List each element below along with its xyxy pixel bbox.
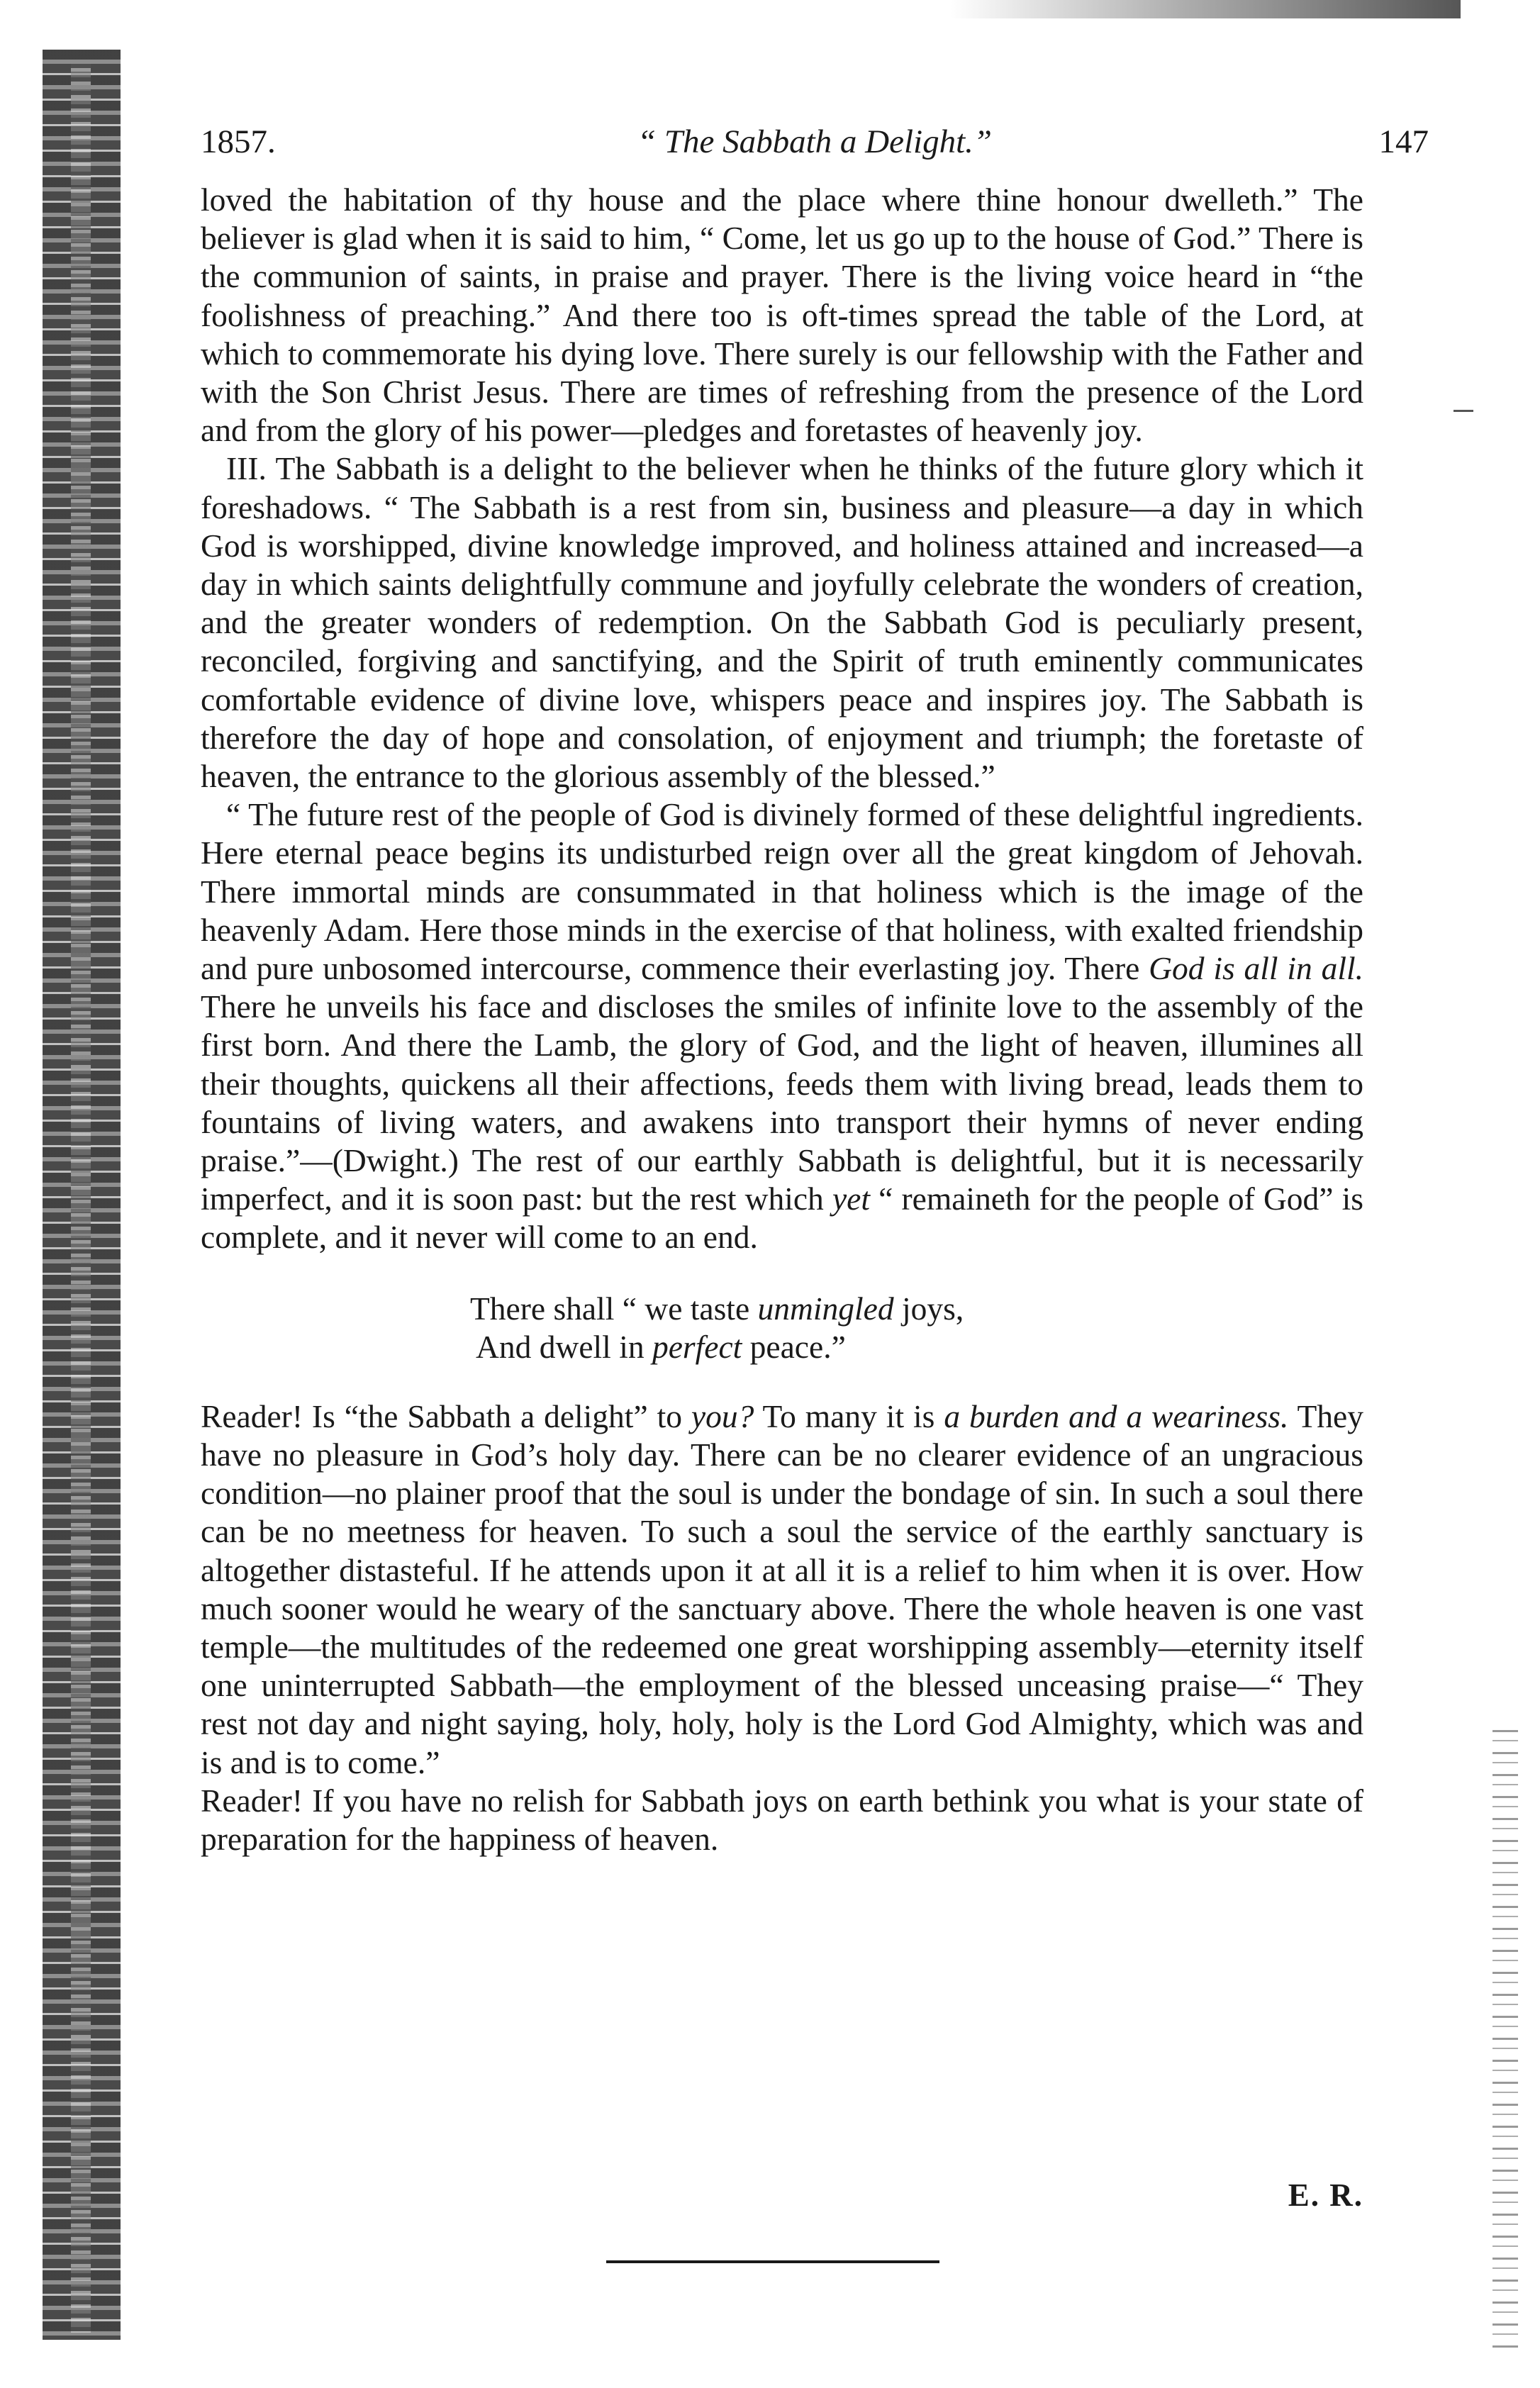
paragraph [201,1782,1363,1858]
paragraph-text: Reader! If you have no relish for Sabbath joys on earth bethink you what is your state of preparation for the happiness of heaven. [201,1782,1363,1857]
article-body [201,181,1363,1858]
paragraph-text: To many it is [754,1397,944,1434]
paragraph-text: “ remaineth for the people of God” is complete, and it never will come to an end. [201,1181,1363,1256]
running-head-title: “ The Sabbath a Delight.” [637,123,993,160]
page-number: 147 [1378,123,1429,160]
margin-mark [1453,410,1473,412]
paragraph-text: “ The future rest of the people of God is divinely formed of these delightful ingredients. Here eternal peace begins its undisturbed reign over all the great kingdom of Jehovah. There immortal minds are consummated in that holiness which is the image of the heavenly Adam. Here those minds in the exercise of that holiness, with exalted friendship and pure unbosomed intercourse, commence their everlasting joy. There [201,796,1363,987]
section-end-rule [606,2260,939,2263]
paragraph-text: They have no pleasure in God’s holy day. There can be no clearer evidence of an ungracious condition—no plainer proof that the soul is under the bondage of sin. In such a soul there can be no meetness for heaven. To such a soul the service of the earthly sanctuary is altogether distasteful. If he attends upon it at all it is a relief to him when it is over. How much sooner would he weary of the sanctuary above. There the whole heaven is one vast temple—the multitudes of the redeemed one great worshipping assembly—eternity itself one uninterrupted Sabbath—the employment of the blessed unceasing praise—“ They rest not day and night saying, holy, holy, holy is the Lord God Almighty, which was and is and is to come.” [201,1397,1363,1780]
italic-phrase: a burden and a weariness. [944,1397,1289,1434]
author-signature: E. R. [1288,2177,1363,2213]
verse-quote [470,1290,1363,1366]
paragraph-text: loved the habitation of thy house and the place where thine honour dwelleth.” The believer is glad when it is said to him, “ Come, let us go up to the house of God.” There is the communion of saints, in praise and prayer. There is the living voice heard in “the foolishness of preaching.” And there too is oft-times spread the table of the Lord, at which to commemorate his dying love. There surely is our fellowship with the Father and with the Son Christ Jesus. There are times of refreshing from the presence of the Lord and from the glory of his power—pledges and foretastes of heavenly joy. [201,182,1363,449]
verse-italic: perfect [652,1328,742,1365]
italic-word: you? [691,1397,754,1434]
running-head [201,117,1429,167]
paragraph [201,450,1363,796]
verse-line [470,1290,1363,1328]
italic-phrase: God is all in all. [1149,950,1363,987]
verse-text: joys, [893,1290,964,1327]
running-head-year: 1857. [201,123,276,160]
paragraph [201,181,1363,450]
paragraph-text: III. The Sabbath is a delight to the believer when he thinks of the future glory which it foreshadows. “ The Sabbath is a rest from sin, business and pleasure—a day in which God is worshipped, divine knowledge improved, and holiness attained and increased—a day in which saints delightfully commune and joyfully celebrate the wonders of creation, and the greater wonders of redemption. On the Sabbath God is peculiarly present, reconciled, forgiving and sanctifying, and the Spirit of truth eminently communicates comfortable evidence of divine love, whispers peace and inspires joy. The Sabbath is therefore the day of hope and consolation, of enjoyment and triumph; the foretaste of heaven, the entrance to the glorious assembly of the blessed.” [201,450,1363,795]
page-top-edge-shadow [950,0,1461,18]
italic-word: yet [832,1181,871,1217]
paragraph [201,796,1363,1256]
page-right-edge-specks [1492,1730,1518,2354]
paragraph-text: Reader! Is “the Sabbath a delight” to [201,1397,691,1434]
verse-text: There shall “ we taste [470,1290,758,1327]
verse-line [470,1328,1363,1366]
paragraph [201,1397,1363,1782]
verse-italic: unmingled [757,1290,894,1327]
binding-gutter-texture [71,64,91,2333]
verse-text: And dwell in [476,1328,652,1365]
verse-text: peace.” [742,1328,846,1365]
paragraph-text: There he unveils his face and discloses the smiles of infinite love to the assembly of the first born. And there the Lamb, the glory of God, and the light of heaven, illumines all their thoughts, quickens all their affections, feeds them with living bread, leads them to fountains of living waters, and awakens into transport their hymns of never ending praise.”—(Dwight.) The rest of our earthly Sabbath is delightful, but it is necessarily imperfect, and it is soon past: but the rest which [201,988,1363,1217]
